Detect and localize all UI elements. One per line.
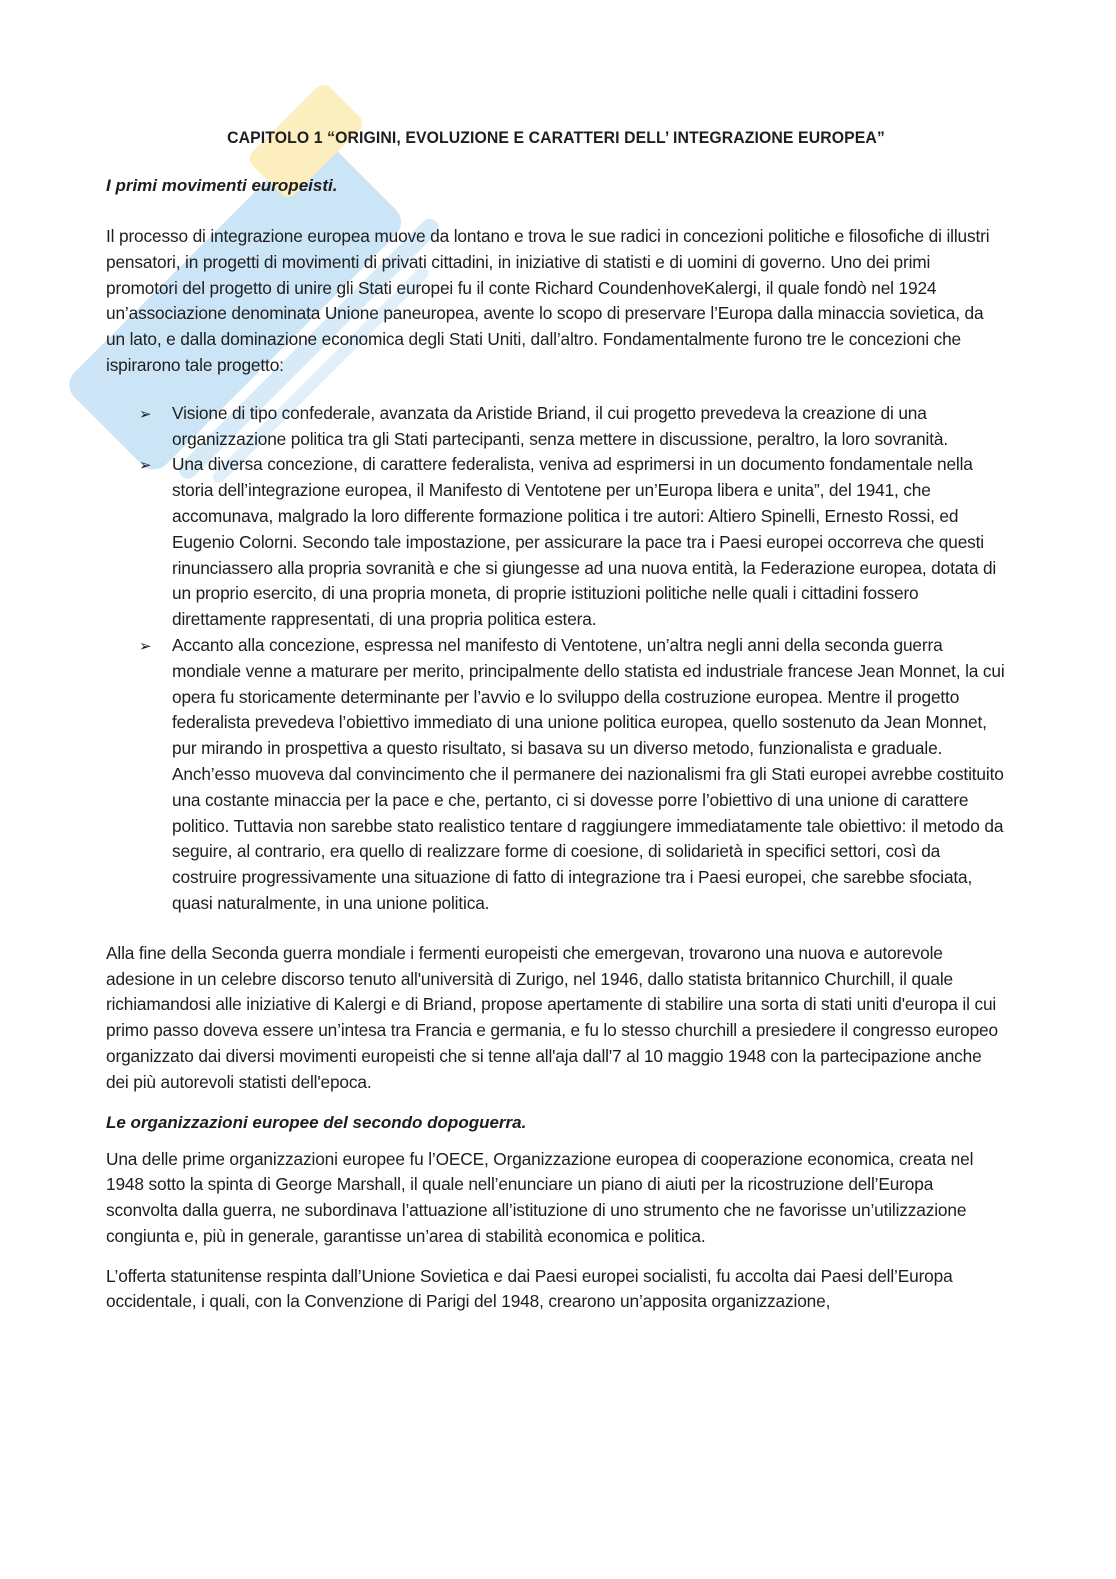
- offerta-paragraph: L’offerta statunitense respinta dall’Unione Sovietica e dai Paesi europei socialisti, fu accolta dai Paesi dell’Europa occidentale, i quali, con la Convenzione di Parigi del 1948, crearono un’apposita organizzazione,: [106, 1265, 953, 1312]
- list-item: [106, 633, 1006, 917]
- intro-paragraph: Il processo di integrazione europea muove da lontano e trova le sue radici in concezioni politiche e filosofiche di illustri pensatori, in progetti di movimenti di privati cittadini, in iniziative di statisti e di uomini di governo. Uno dei primi promotori del progetto di unire gli Stati europei fu il conte Richard CoundenhoveKalergi, il quale fondò nel 1924 un’associazione denominata Unione paneuropea, avente lo scopo di preservare l’Europa dalla minaccia sovietica, da un lato, e dalla dominazione economica degli Stati Uniti, dall’altro. Fondamentalmente furono tre le concezioni che ispirarono tale progetto:: [106, 226, 990, 375]
- list-item: [106, 401, 1006, 453]
- churchill-paragraph: Alla fine della Seconda guerra mondiale i fermenti europeisti che emergevan, trovarono una nuova e autorevole adesione in un celebre discorso tenuto all'università di Zurigo, nel 1946, dallo statista britannico Churchill, il quale richiamandosi alle iniziative di Kalergi e di Briand, propose apertamente di stabilire una sorta di stati uniti d'europa il cui primo passo doveva essere un’intesa tra Francia e germania, e fu lo stesso churchill a presiedere il congresso europeo organizzato dai diversi movimenti europeisti che si tenne all'aja dall'7 al 10 maggio 1948 con la partecipazione anche dei più autorevoli statisti dell'epoca.: [106, 942, 998, 1092]
- chapter-title: CAPITOLO 1 “ORIGINI, EVOLUZIONE E CARATTERI DELL’ INTEGRAZIONE EUROPEA”: [227, 128, 885, 147]
- section-heading-primi-movimenti: I primi movimenti europeisti.: [106, 176, 338, 195]
- list-item-text: Una diversa concezione, di carattere federalista, veniva ad esprimersi in un documento fondamentale nella storia dell’integrazione europea, il Manifesto di Ventotene per un’Europa libera e unita”, del 1941, che accomunava, malgrado la loro differente formazione politica i tre autori: Altiero Spinelli, Ernesto Rossi, ed Eugenio Colorni. Secondo tale impostazione, per assicurare la pace tra i Paesi europei occorreva che questi rinunciassero alla propria sovranità e che si giungesse ad una nuova entità, la Federazione europea, dotata di un proprio esercito, di una propria moneta, di proprie istituzioni politiche nelle quali i cittadini fossero direttamente rappresentati, di una propria politica estera.: [172, 454, 997, 630]
- list-item: [106, 452, 1006, 633]
- document-page: [106, 128, 1006, 1315]
- list-item-text: Accanto alla concezione, espressa nel manifesto di Ventotene, un’altra negli anni della seconda guerra mondiale venne a maturare per merito, principalmente dello statista ed industriale francese Jean Monnet, la cui opera fu storicamente determinante per l’avvio e lo sviluppo della costruzione europea. Mentre il progetto federalista prevedeva l’obiettivo immediato di una unione politica europea, quello sostenuto da Jean Monnet, pur mirando in prospettiva a questo risultato, si basava su un diverso metodo, funzionalista e graduale. Anch’esso muoveva dal convincimento che il permanere dei nazionalismi fra gli Stati europei avrebbe costituito una costante minaccia per la pace e che, pertanto, ci si dovesse porre l’obiettivo di una unione di carattere politico. Tuttavia non sarebbe stato realistico tentare d raggiungere immediatamente tale obiettivo: il metodo da seguire, al contrario, era quello di realizzare forme di coesione, di solidarietà in specifici settori, così da costruire progressivamente una situazione di fatto di integrazione tra i Paesi europei, che sarebbe sfociata, quasi naturalmente, in una unione politica.: [172, 634, 1005, 913]
- arrow-bullet-icon: ➢: [139, 637, 152, 655]
- arrow-bullet-icon: ➢: [139, 405, 152, 423]
- concezioni-list: [106, 401, 1006, 917]
- list-item-text: Visione di tipo confederale, avanzata da Aristide Briand, il cui progetto prevedeva la creazione di una organizzazione politica tra gli Stati partecipanti, senza mettere in discussione, peraltro, la loro sovranità.: [172, 402, 948, 449]
- section-heading-organizzazioni: Le organizzazioni europee del secondo dopoguerra.: [106, 1112, 527, 1132]
- oece-paragraph: Una delle prime organizzazioni europee fu l’OECE, Organizzazione europea di cooperazione economica, creata nel 1948 sotto la spinta di George Marshall, il quale nell’enunciare un piano di aiuti per la ricostruzione dell’Europa sconvolta dalla guerra, ne subordinava l’attuazione all’istituzione di uno strumento che ne favorisse un’utilizzazione congiunta e, più in generale, garantisse un’area di stabilità economica e politica.: [106, 1148, 974, 1246]
- arrow-bullet-icon: ➢: [139, 457, 152, 475]
